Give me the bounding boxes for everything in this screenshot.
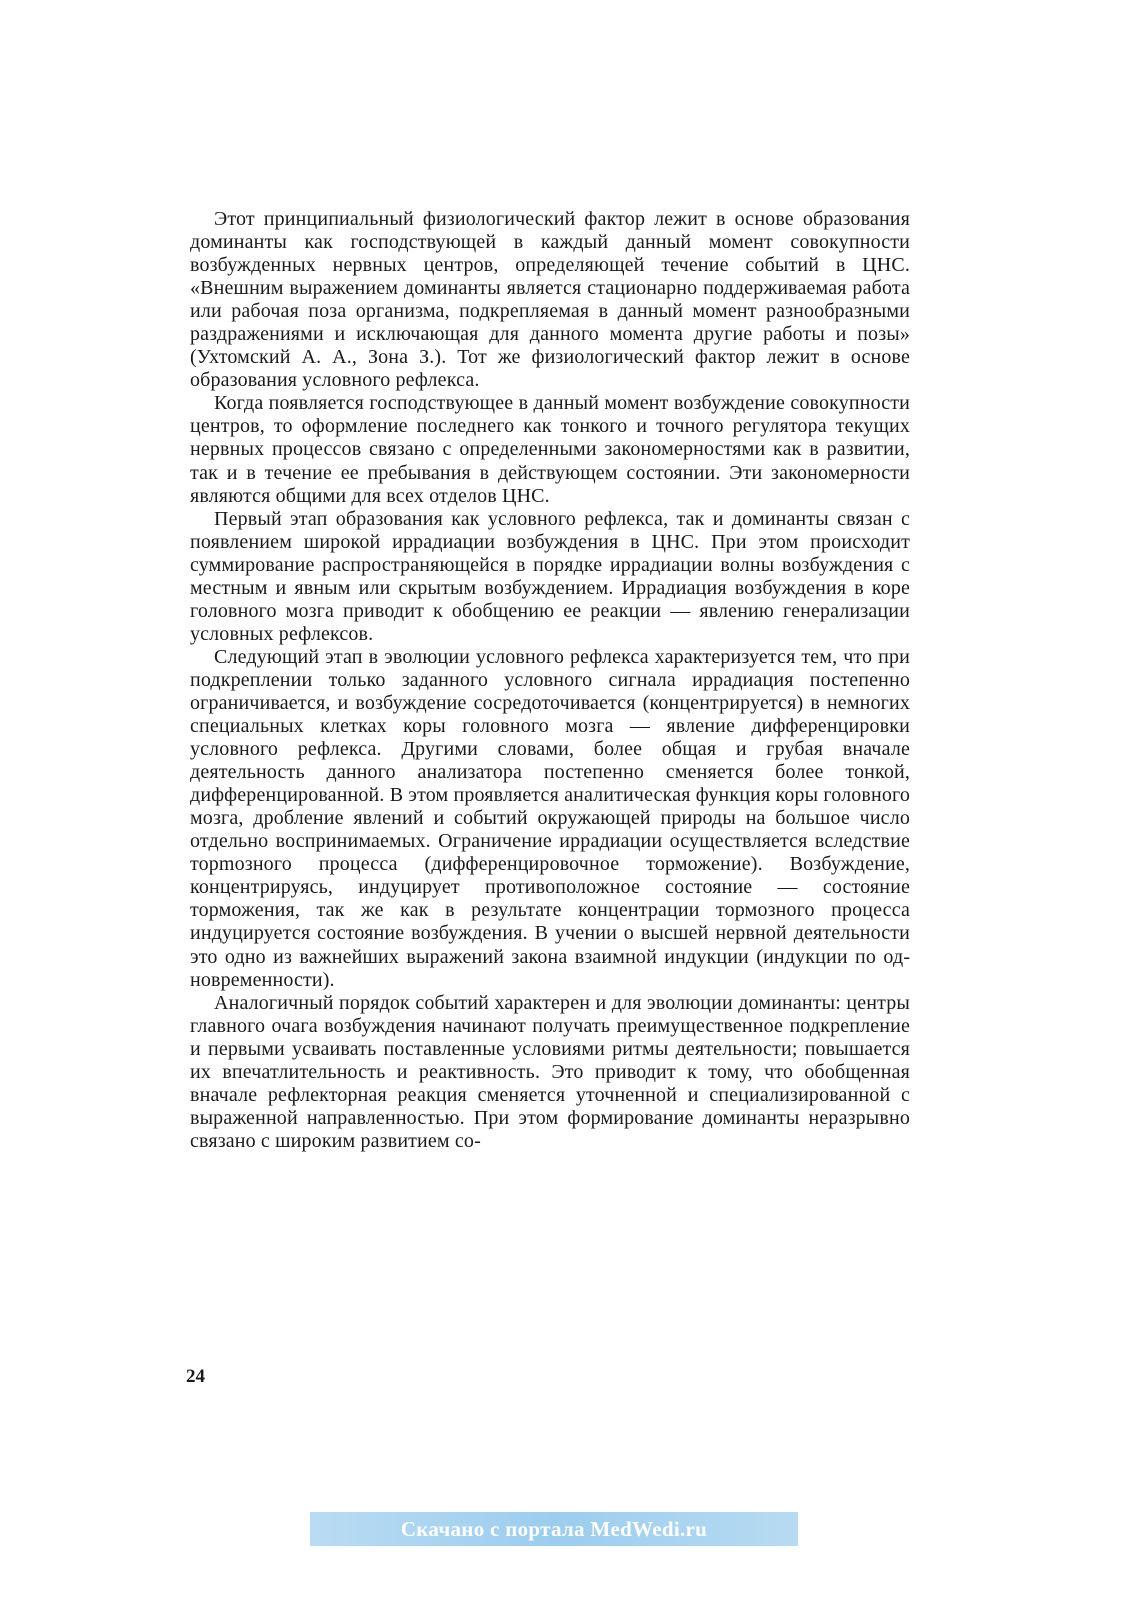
body-text [190, 208, 910, 1153]
paragraph-5: Аналогичный порядок событий характерен и для эволюции доминанты: центры главного очага возбуждения начинают получать преимущественное подкрепление и первыми усваивать поставленные условиями ритмы деятельности; повышается их впечатлительность и реактивность. Это приводит к тому, что обобщенная вначале рефлекторная реакция сменяется уточненной и специализированной с выраженной направленностью. При этом формирование доминанты неразрывно связано с широким развитием со- [190, 991, 910, 1152]
watermark-text: Скачано с портала MedWedi.ru [400, 1516, 708, 1541]
page-content [190, 208, 910, 1153]
paragraph-2: Когда появляется господствующее в данный момент возбуждение совокупности центров, то оформление последнего как тонкого и точного регулятора текущих нервных процессов связано с определенными закономерностями как в развитии, так и в течение ее пребывания в действующем состоянии. Эти закономерности являются общими для всех отделов ЦНС. [190, 392, 910, 507]
page-number: 24 [186, 1366, 205, 1387]
paragraph-3: Первый этап образования как условного рефлекса, так и доминанты связан с появлением широкой иррадиации возбуждения в ЦНС. При этом происходит суммирование распространяющейся в порядке иррадиации волны возбуждения с местным и явным или скрытым возбуждением. Иррадиация возбуждения в коре головного мозга приводит к обобщению ее реакции — явлению генерализации условных рефлексов. [190, 507, 910, 645]
paragraph-4: Следующий этап в эволюции условного рефлекса характеризуется тем, что при подкреплении только заданного условного сигнала иррадиация постепенно ограничивается, и возбуждение сосредоточивается (концентрируется) в немногих специальных клетках коры головного мозга — явление дифференцировки условного рефлекса. Другими словами, более общая и грубая вначале деятельность данного анализатора постепенно сменяется более тонкой, дифференцированной. В этом проявляется аналитическая функция коры головного мозга, дробление явлений и событий окружающей природы на большое число отдельно воспринимаемых. Ограничение иррадиации осуществляется вследствие торmозного процесса (дифференцировочное торможение). Возбуждение, концентрируясь, индуцирует противоположное состояние — состояние торможения, так же как в результате концентрации тормозного процесса индуцируется состояние возбуждения. В учении о высшей нервной деятельности это одно из важнейших выражений закона взаимной индукции (индукции по одновременности). [190, 645, 910, 991]
download-watermark-banner [310, 1512, 798, 1546]
paragraph-1: Этот принципиальный физиологический фактор лежит в основе образования доминанты как господствующей в каждый данный момент совокупности возбужденных нервных центров, определяющей течение событий в ЦНС. «Внешним выражением доминанты является стационарно поддерживаемая работа или рабочая поза организма, подкрепляемая в данный момент разнообразными раздражениями и исключающая для данного момента другие работы и позы» (Ухтомский А. А., Зона З.). Тот же физиологический фактор лежит в основе образования условного рефлекса. [190, 208, 910, 392]
